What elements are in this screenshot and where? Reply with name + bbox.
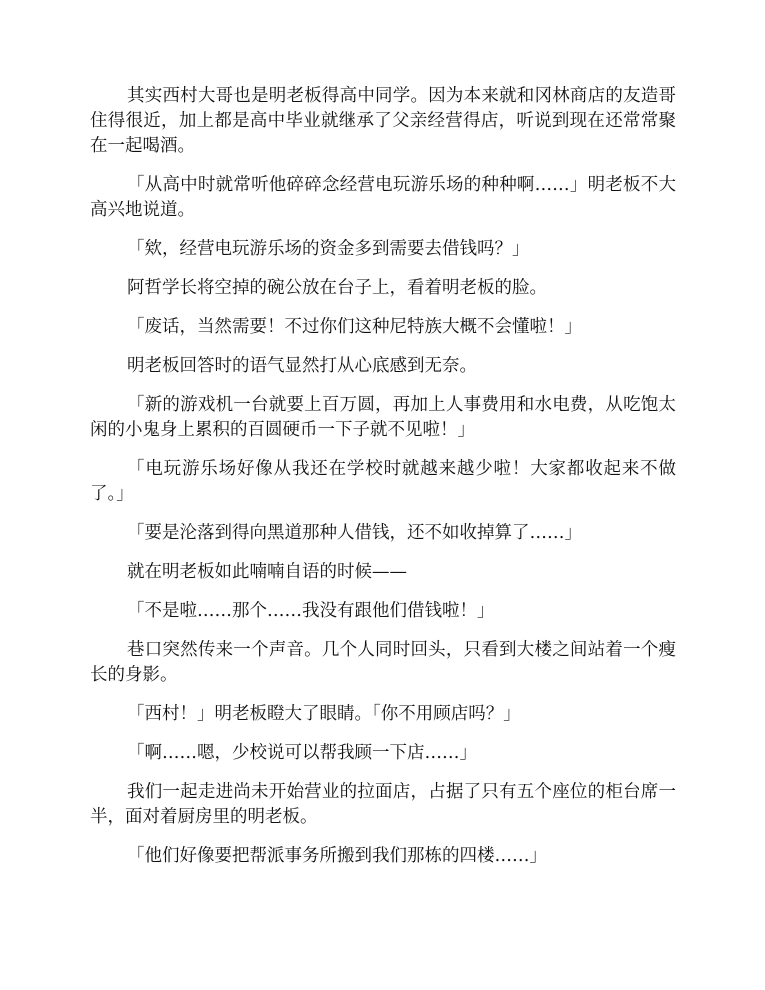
- paragraph-8: 「电玩游乐场好像从我还在学校时就越来越少啦！大家都收起来不做了。」: [90, 459, 676, 504]
- paragraph-1: 其实西村大哥也是明老板得高中同学。因为本来就和冈林商店的友造哥住得很近，加上都是高中毕业就继承了父亲经营得店，听说到现在还常常聚在一起喝酒。: [90, 86, 676, 156]
- paragraph-11: 「不是啦……那个……我没有跟他们借钱啦！」: [127, 601, 495, 621]
- paragraph-5: 「废话，当然需要！不过你们这种尼特族大概不会懂啦！」: [127, 317, 582, 337]
- paragraph-9: 「要是沦落到得向黑道那种人借钱，还不如收掉算了……」: [127, 523, 582, 543]
- paragraph-13: 「西村！」明老板瞪大了眼睛。「你不用顾店吗？」: [127, 704, 521, 724]
- paragraph-7: 「新的游戏机一台就要上百万圆，再加上人事费用和水电费，从吃饱太闲的小鬼身上累积的百圆硬币一下子就不见啦！」: [90, 395, 676, 440]
- paragraph-15: 我们一起走进尚未开始营业的拉面店，占据了只有五个座位的柜台席一半，面对着厨房里的明老板。: [90, 782, 676, 827]
- paragraph-16: 「他们好像要把帮派事务所搬到我们那栋的四楼……」: [127, 846, 547, 866]
- paragraph-6: 明老板回答时的语气显然打从心底感到无奈。: [127, 356, 477, 376]
- paragraph-12: 巷口突然传来一个声音。几个人同时回头，只看到大楼之间站着一个瘦长的身影。: [90, 640, 676, 685]
- paragraph-4: 阿哲学长将空掉的碗公放在台子上，看着明老板的脸。: [127, 278, 547, 298]
- paragraph-14: 「啊……嗯，少校说可以帮我顾一下店……」: [127, 743, 477, 763]
- paragraph-3: 「欸，经营电玩游乐场的资金多到需要去借钱吗？」: [127, 239, 530, 259]
- paragraph-10: 就在明老板如此喃喃自语的时候——: [127, 562, 407, 582]
- paragraph-2: 「从高中时就常听他碎碎念经营电玩游乐场的种种啊……」明老板不大高兴地说道。: [90, 175, 676, 220]
- document-page: [90, 84, 676, 883]
